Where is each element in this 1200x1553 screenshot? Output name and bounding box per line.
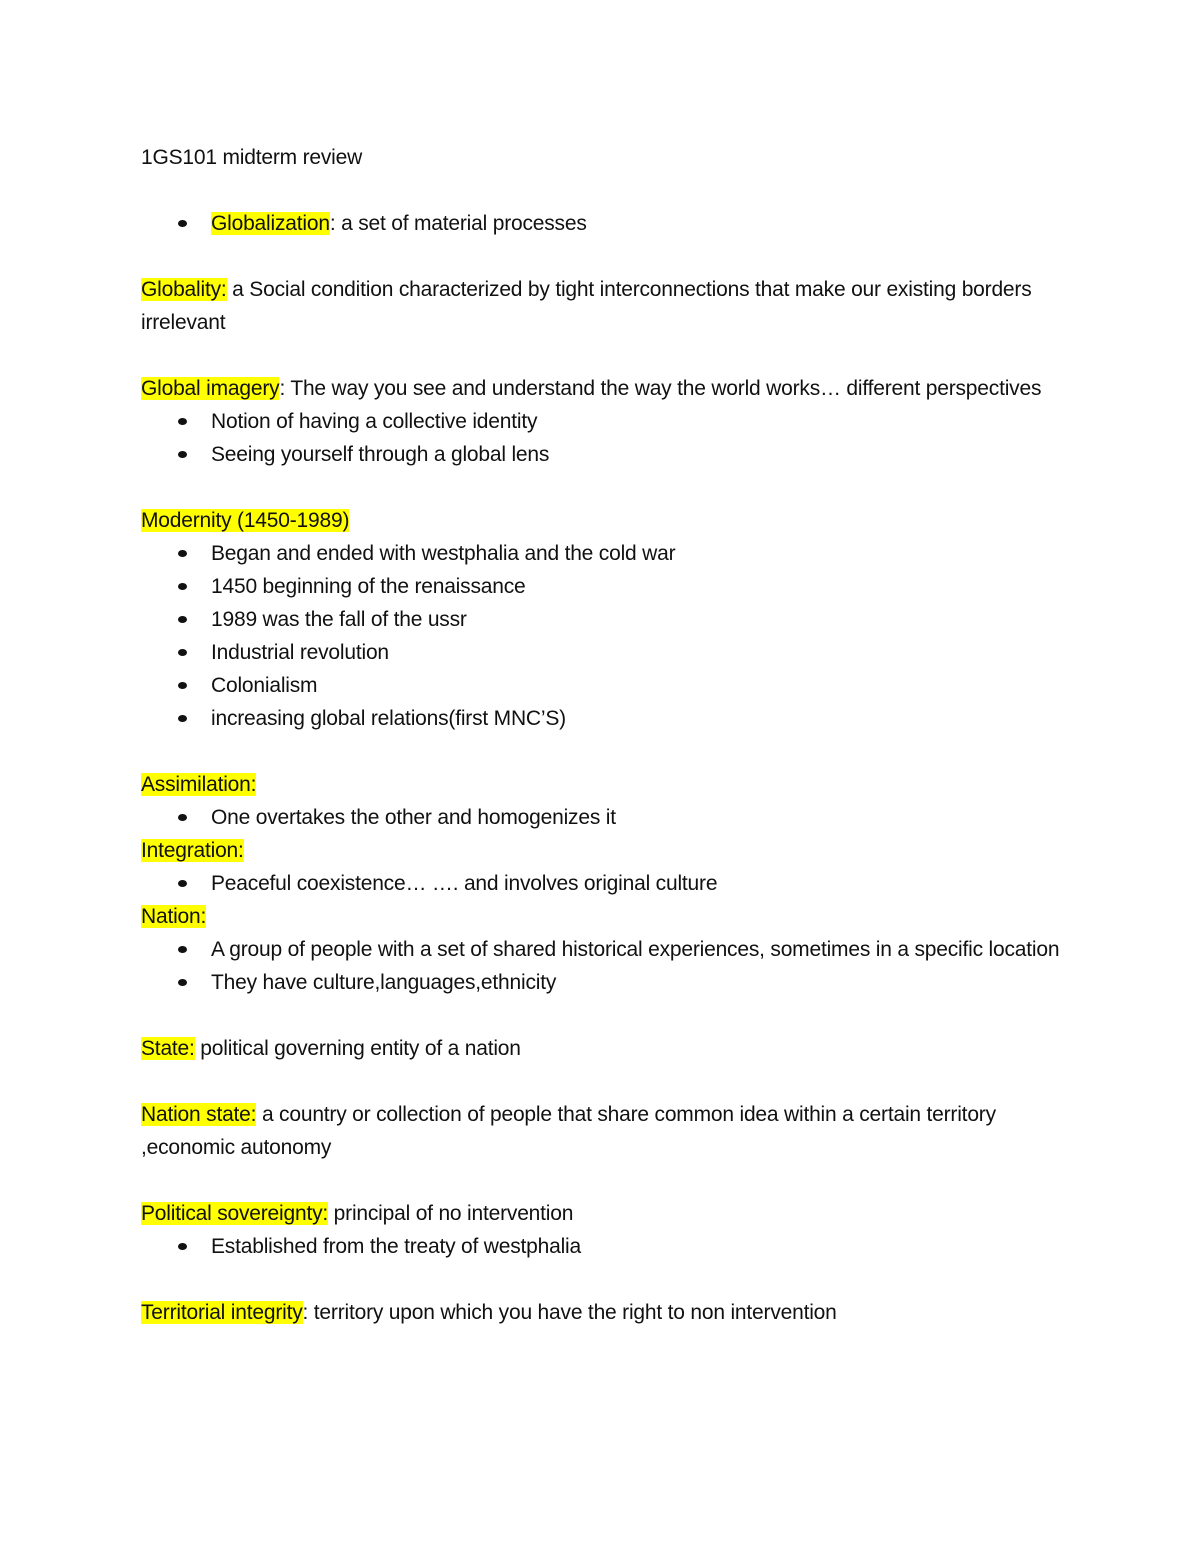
definition-state: political governing entity of a nation — [194, 1037, 521, 1060]
term-political-sovereignty: Political sovereignty: — [141, 1202, 329, 1225]
list-item: Seeing yourself through a global lens — [211, 438, 1071, 471]
bullet-icon — [178, 814, 187, 821]
assimilation-heading — [141, 768, 1071, 801]
definition-political-sovereignty: principal of no intervention — [328, 1202, 574, 1225]
list-item — [211, 207, 1071, 240]
term-global-imagery: Global imagery — [141, 377, 280, 400]
bullet-icon — [178, 682, 187, 689]
list-item: Established from the treaty of westphalia — [211, 1230, 1071, 1263]
bullet-icon — [178, 451, 187, 458]
assimilation-list — [141, 801, 1071, 834]
definition-globality: a Social condition characterized by tight interconnections that make our existing borders irrelevant — [141, 278, 1032, 334]
modernity-list — [141, 537, 1071, 735]
nation-state-paragraph — [141, 1098, 1071, 1164]
term-globality: Globality: — [141, 278, 227, 301]
integration-heading — [141, 834, 1071, 867]
bullet-icon — [178, 979, 187, 986]
term-nation-state: Nation state: — [141, 1103, 257, 1126]
global-imagery-paragraph — [141, 372, 1071, 405]
bullet-icon — [178, 418, 187, 425]
territorial-integrity-paragraph — [141, 1296, 1071, 1329]
political-sovereignty-paragraph — [141, 1197, 1071, 1230]
bullet-icon — [178, 616, 187, 623]
list-item: Colonialism — [211, 669, 1071, 702]
list-item: One overtakes the other and homogenizes it — [211, 801, 1071, 834]
bullet-icon — [178, 583, 187, 590]
bullet-icon — [178, 1243, 187, 1250]
list-item: Began and ended with westphalia and the cold war — [211, 537, 1071, 570]
term-state: State: — [141, 1037, 195, 1060]
integration-list — [141, 867, 1071, 900]
definition-territorial-integrity: : territory upon which you have the right to non intervention — [302, 1301, 837, 1324]
nation-list — [141, 933, 1071, 999]
nation-heading — [141, 900, 1071, 933]
list-item: Industrial revolution — [211, 636, 1071, 669]
political-sovereignty-list — [141, 1230, 1071, 1263]
bullet-icon — [178, 649, 187, 656]
bullet-icon — [178, 946, 187, 953]
term-assimilation: Assimilation: — [141, 773, 257, 796]
globality-paragraph — [141, 273, 1071, 339]
bullet-icon — [178, 220, 187, 227]
term-modernity: Modernity (1450-1989) — [141, 509, 350, 532]
bullet-icon — [178, 880, 187, 887]
list-item: They have culture,languages,ethnicity — [211, 966, 1071, 999]
list-item: A group of people with a set of shared historical experiences, sometimes in a specific location — [211, 933, 1071, 966]
term-integration: Integration: — [141, 839, 244, 862]
document-body — [141, 141, 1071, 1329]
bullet-icon — [178, 550, 187, 557]
document-title: 1GS101 midterm review — [141, 146, 363, 169]
list-item: 1989 was the fall of the ussr — [211, 603, 1071, 636]
globalization-list — [141, 207, 1071, 240]
term-globalization: Globalization — [211, 212, 330, 235]
definition-globalization: : a set of material processes — [329, 212, 587, 235]
list-item: Peaceful coexistence… …. and involves original culture — [211, 867, 1071, 900]
state-paragraph — [141, 1032, 1071, 1065]
bullet-icon — [178, 715, 187, 722]
modernity-heading — [141, 504, 1071, 537]
global-imagery-list — [141, 405, 1071, 471]
term-territorial-integrity: Territorial integrity — [141, 1301, 303, 1324]
definition-global-imagery: : The way you see and understand the way the world works… different perspectives — [279, 377, 1042, 400]
term-nation: Nation: — [141, 905, 207, 928]
list-item: 1450 beginning of the renaissance — [211, 570, 1071, 603]
list-item: increasing global relations(first MNC’S) — [211, 702, 1071, 735]
definition-nation-state: a country or collection of people that share common idea within a certain territory ,economic autonomy — [141, 1103, 996, 1159]
list-item: Notion of having a collective identity — [211, 405, 1071, 438]
